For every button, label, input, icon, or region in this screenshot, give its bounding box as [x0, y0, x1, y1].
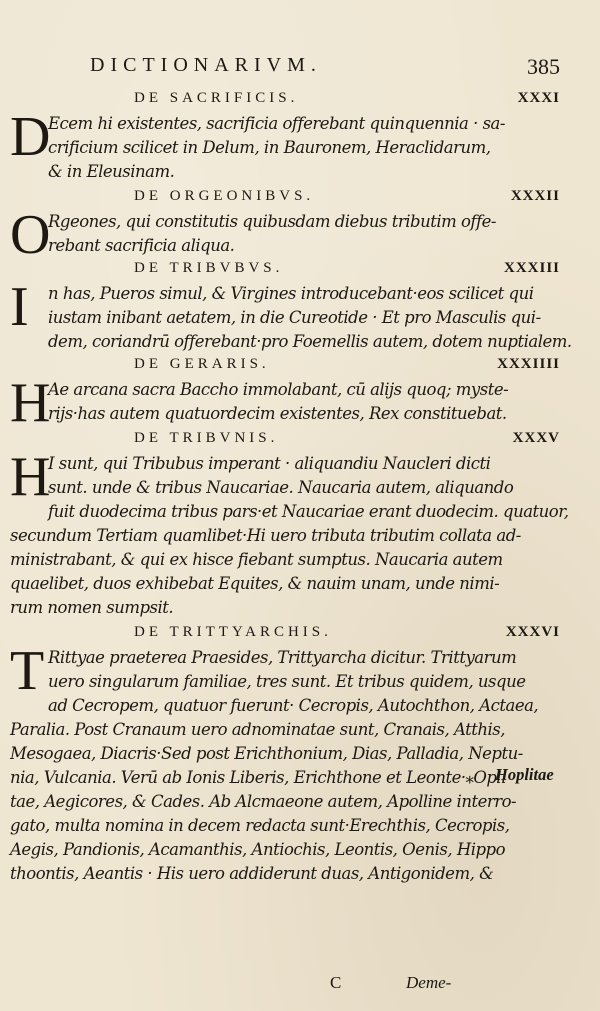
text-line: tae, Aegicores, & Cades. Ab Alcmaeone autem, Apolline interro- [10, 792, 517, 811]
text-line: ad Cecropem, quatuor fuerunt· Cecropis, Autochthon, Actaea, [48, 696, 539, 715]
section-heading: DE ORGEONIBVS. [134, 188, 315, 204]
text-line: Aegis, Pandionis, Acamanthis, Antiochis, Leontis, Oenis, Hippo [10, 840, 506, 859]
section-numeral: XXXI [517, 90, 560, 106]
section-head [10, 430, 560, 452]
text-line: Rgeones, qui constitutis quibusdam diebus tributim offe- [48, 212, 496, 231]
drop-cap: T [10, 640, 44, 702]
text-line: uero singularum familiae, tres sunt. Et tribus quidem, usque [48, 672, 526, 691]
section-body [10, 106, 560, 184]
drop-cap: D [10, 106, 50, 168]
text-line: iustam inibant aetatem, in die Cureotide · Et pro Masculis qui- [48, 308, 541, 327]
section-numeral: XXXIII [503, 260, 560, 276]
text-line: Ecem hi existentes, sacrificia offerebant quinquennia · sa- [48, 114, 505, 133]
section-heading: DE GERARIS. [134, 356, 270, 372]
section-head [10, 260, 560, 282]
text-line: fuit duodecima tribus pars·et Naucariae erant duodecim. quatuor, [48, 502, 569, 521]
page-number: 385 [527, 54, 560, 79]
section-numeral: XXXV [512, 430, 560, 446]
section-body [10, 204, 560, 266]
section-de-orgeonibus [10, 188, 560, 266]
section-heading: DE TRIBVNIS. [134, 430, 279, 446]
section-head [10, 188, 560, 210]
text-line: rebant sacrificia aliqua. [48, 236, 235, 255]
margin-note: Hoplitae [495, 765, 554, 784]
section-body [10, 640, 560, 886]
section-heading: DE TRIBVBVS. [134, 260, 284, 276]
section-de-trittyarchis [10, 624, 560, 886]
text-line: Paralia. Post Cranaum uero adnominatae sunt, Cranais, Atthis, [10, 720, 506, 739]
running-head [90, 54, 560, 82]
text-line: thoontis, Aeantis · His uero addiderunt duas, Antigonidem, & [10, 864, 494, 883]
section-de-tribunis [10, 430, 569, 620]
section-head [10, 624, 560, 646]
drop-cap: O [10, 204, 50, 266]
text-line: nia, Vulcania. Verū ab Ionis Liberis, Erichthone et Leonte·⁎Opli [10, 768, 506, 787]
running-title: DICTIONARIVM. [90, 54, 322, 76]
drop-cap: H [10, 446, 50, 508]
section-numeral: XXXVI [505, 624, 560, 640]
text-line: crificium scilicet in Delum, in Bauronem, Heraclidarum, [48, 138, 491, 157]
catch-row [10, 973, 560, 997]
section-heading: DE SACRIFICIS. [134, 90, 299, 106]
section-head [10, 356, 560, 378]
section-heading: DE TRITTYARCHIS. [134, 624, 332, 640]
text-line: gato, multa nomina in decem redacta sunt·Erechthis, Cecropis, [10, 816, 510, 835]
text-line: dem, coriandrū offerebant·pro Foemellis autem, dotem nuptialem. [48, 332, 572, 351]
text-line: & in Eleusinam. [48, 162, 175, 181]
section-head [10, 90, 560, 112]
text-line: quaelibet, duos exhibebat Equites, & nauim unam, unde nimi- [10, 574, 500, 593]
section-body [10, 276, 572, 354]
text-line: Ae arcana sacra Baccho immolabant, cū alijs quoq; myste- [48, 380, 509, 399]
drop-cap: I [10, 276, 29, 338]
drop-cap: H [10, 372, 50, 434]
text-line: Rittyae praeterea Praesides, Trittyarcha dicitur. Trittyarum [48, 648, 517, 667]
section-de-geraris [10, 356, 560, 434]
text-line: rum nomen sumpsit. [10, 598, 174, 617]
section-numeral: XXXII [510, 188, 560, 204]
catchword: Deme- [406, 973, 452, 992]
text-line: n has, Pueros simul, & Virgines introducebant·eos scilicet qui [48, 284, 534, 303]
text-line: rijs·has autem quatuordecim existentes, Rex constituebat. [48, 404, 507, 423]
text-line: Mesogaea, Diacris·Sed post Erichthonium, Dias, Palladia, Neptu- [10, 744, 523, 763]
section-body [10, 372, 560, 434]
text-line: sunt. unde & tribus Naucariae. Naucaria autem, aliquando [48, 478, 514, 497]
text-line: ministrabant, & qui ex hisce fiebant sumptus. Naucaria autem [10, 550, 503, 569]
text-line: secundum Tertiam quamlibet·Hi uero tributa tributim collata ad- [10, 526, 521, 545]
section-body [10, 446, 569, 620]
section-numeral: XXXIIII [497, 356, 560, 372]
text-line: I sunt, qui Tribubus imperant · aliquandiu Naucleri dicti [48, 454, 491, 473]
section-de-tribubus [10, 260, 572, 354]
section-de-sacrificis [10, 90, 560, 184]
signature-mark: C [330, 973, 342, 992]
